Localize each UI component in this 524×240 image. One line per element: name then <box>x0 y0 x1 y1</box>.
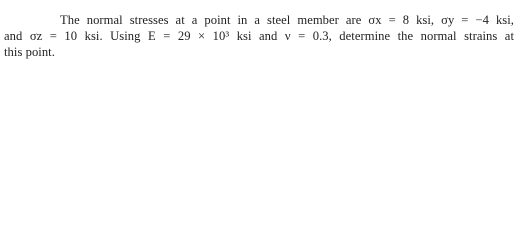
problem-line-3: this point. <box>4 45 55 59</box>
problem-line-1: The normal stresses at a point in a steel member are σx = 8 ksi, σy = −4 ksi, <box>60 13 514 27</box>
problem-line-2: and σz = 10 ksi. Using E = 29 × 10³ ksi and ν = 0.3, determine the normal strains at <box>4 29 514 43</box>
problem-statement <box>4 12 514 60</box>
